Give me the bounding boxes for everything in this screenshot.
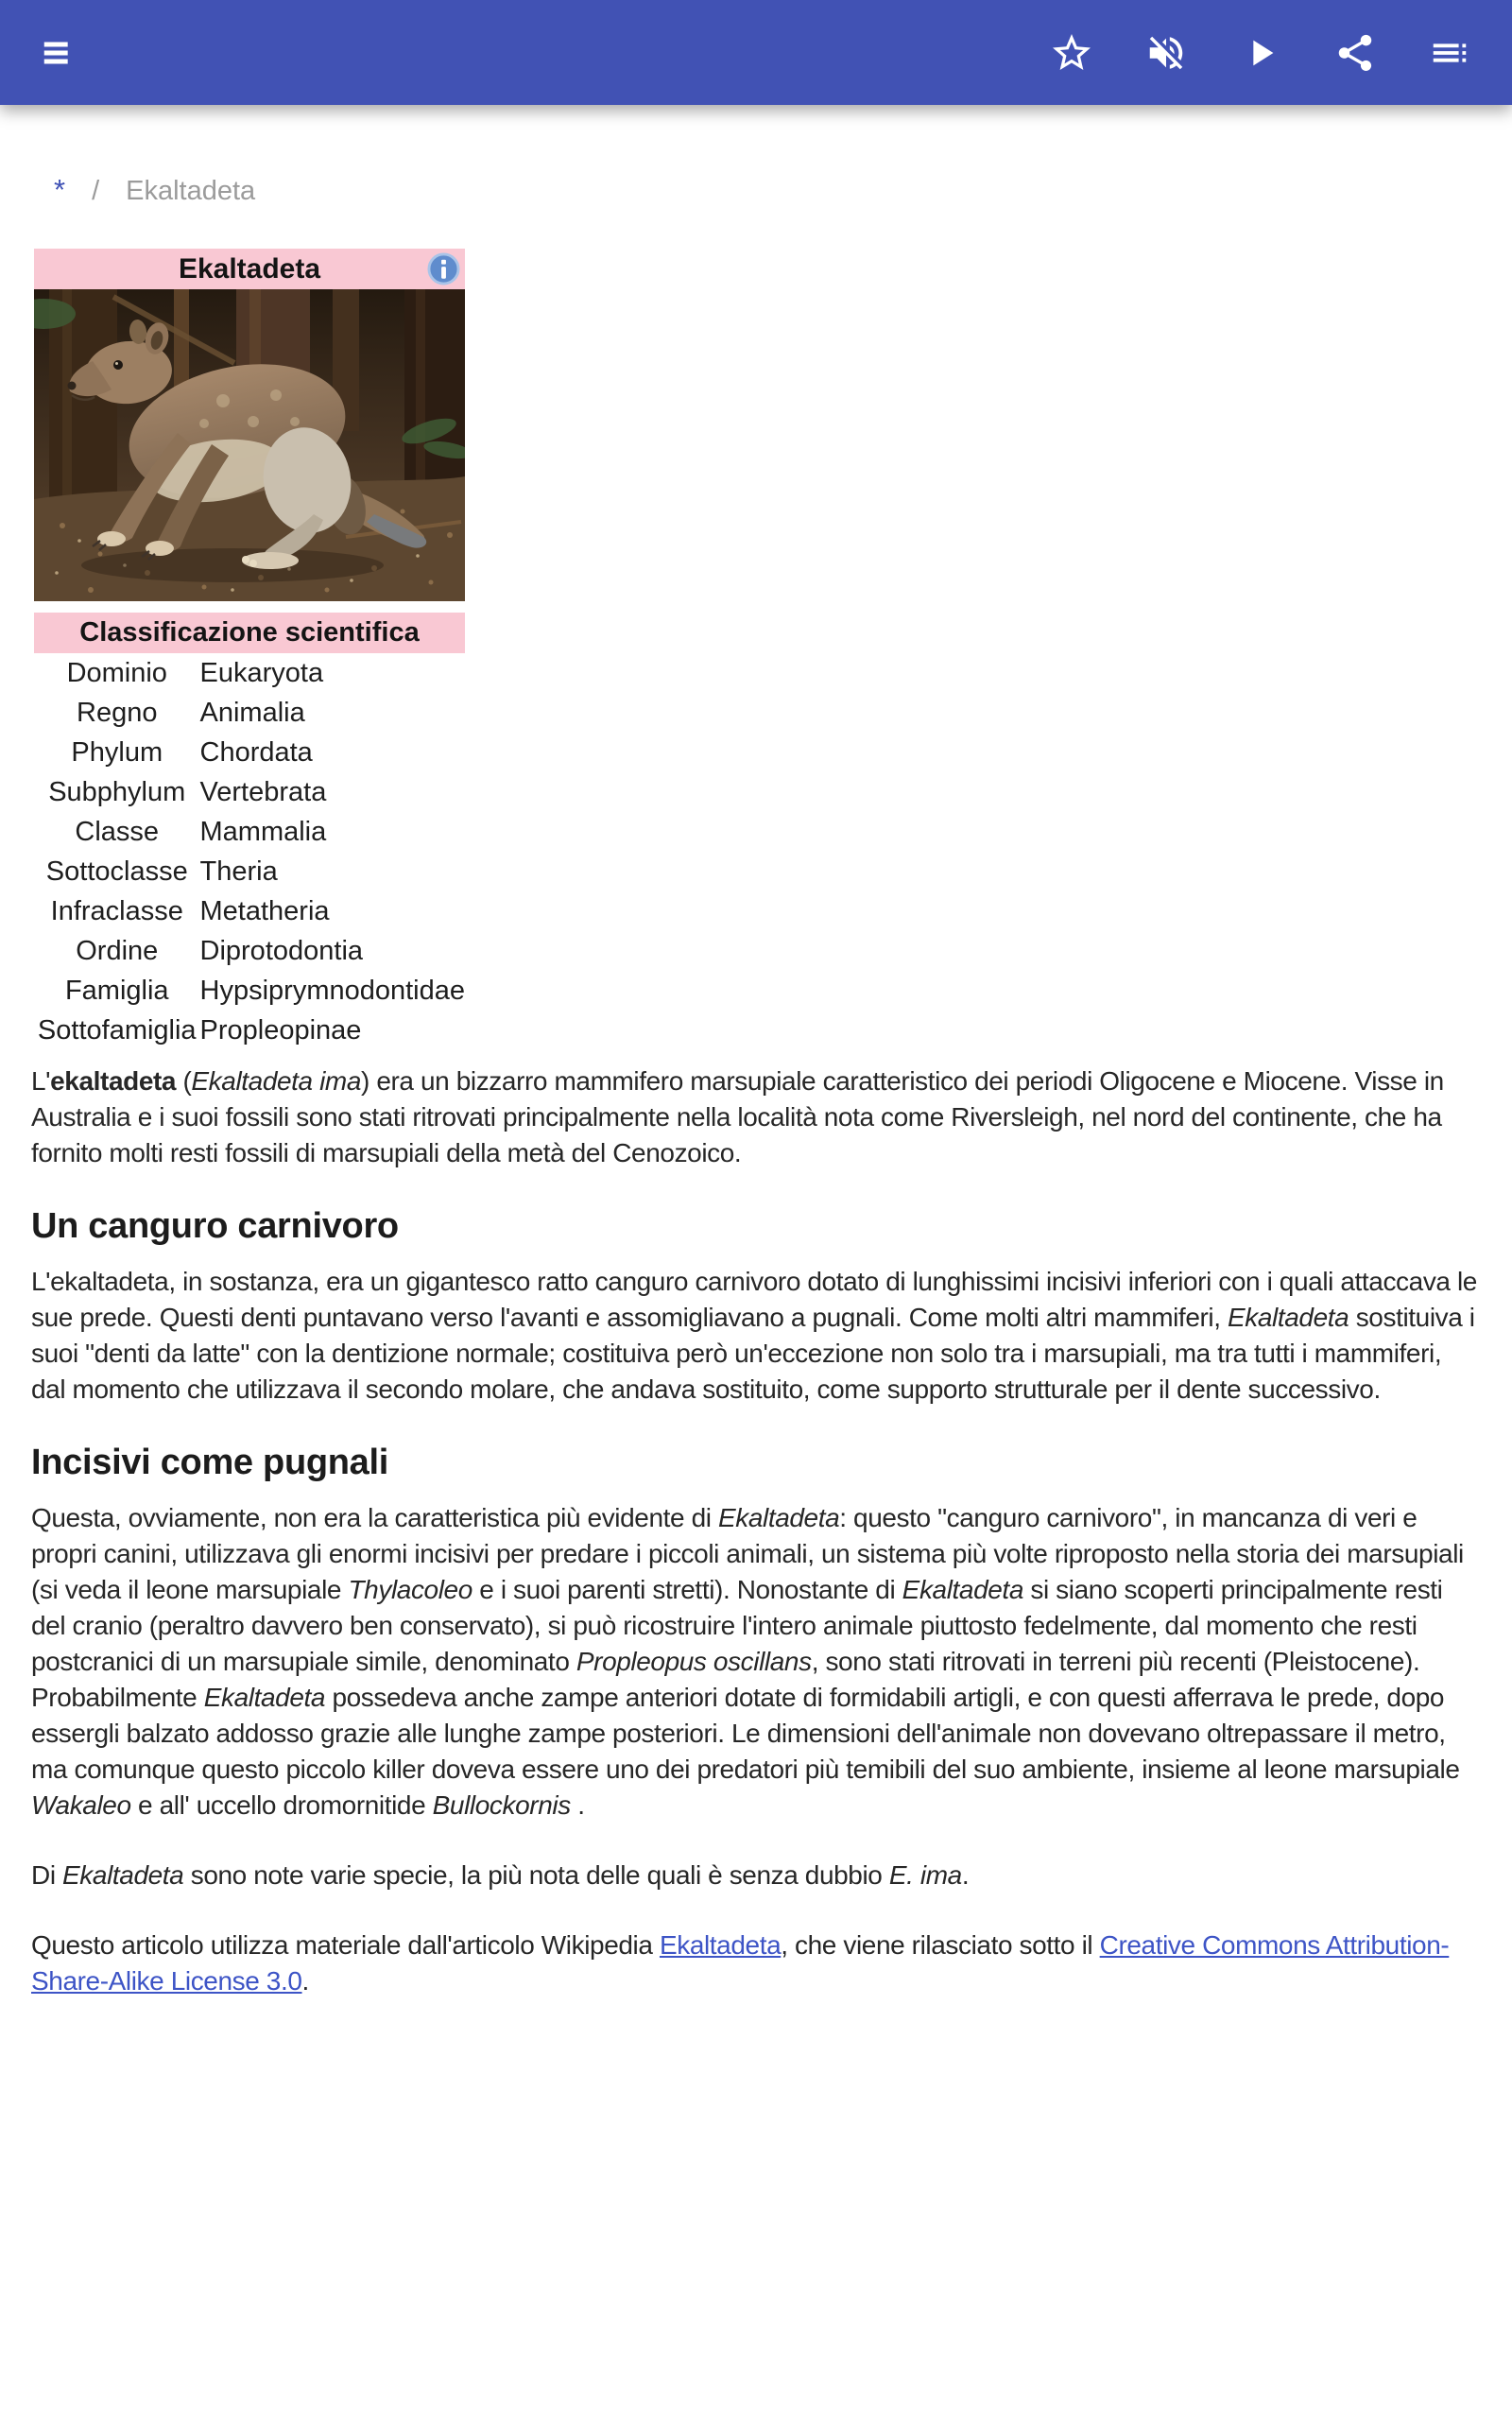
- text-segment: L'ekaltadeta, in sostanza, era un gigantesco ratto canguro carnivoro dotato di lunghissimi incisivi inferiori con i quali attaccava le sue prede. Questi denti puntavano verso l'avanti e assomigliavano a pugnali. Come molti altri mammiferi,: [31, 1267, 1477, 1332]
- inline-link[interactable]: Creative Commons Attribution-Share-Alike License 3.0: [31, 1930, 1450, 1996]
- table-row: [34, 812, 465, 852]
- table-row: [34, 931, 465, 971]
- taxon-value: Chordata: [199, 736, 313, 768]
- text-segment: , che viene rilasciato sotto il: [781, 1930, 1100, 1960]
- text-segment: Ekaltadeta: [1228, 1303, 1349, 1332]
- section-heading-canguro: Un canguro carnivoro: [31, 1206, 399, 1246]
- text-segment: , sono stati ritrovati in terreni più recenti (Pleistocene). Probabilmente: [31, 1647, 1420, 1712]
- inline-link[interactable]: Ekaltadeta: [659, 1930, 782, 1960]
- toolbar-actions: [1045, 26, 1476, 79]
- license-note: [31, 1927, 1481, 1999]
- taxon-value: Hypsiprymnodontidae: [199, 975, 465, 1006]
- text-segment: Ekaltadeta: [62, 1860, 184, 1890]
- text-segment: : questo "canguro carnivoro", in mancanza di veri e propri canini, utilizzava gli enormi incisivi per predare i piccoli animali, un sistema più volte riproposto nella storia dei marsupiali (si veda il leone marsupiale: [31, 1503, 1464, 1604]
- text-segment: L': [31, 1066, 51, 1096]
- taxobox: [34, 249, 465, 1050]
- star-icon[interactable]: [1045, 26, 1098, 79]
- taxon-value: Propleopinae: [199, 1014, 362, 1046]
- infobox-gap: [34, 601, 465, 613]
- text-segment: e i suoi parenti stretti). Nonostante di: [472, 1575, 902, 1604]
- text-segment: Ekaltadeta: [717, 1503, 840, 1532]
- app-toolbar: [0, 0, 1512, 105]
- taxon-rank: Classe: [75, 816, 160, 847]
- taxon-rank: Sottoclasse: [45, 856, 188, 887]
- taxon-value: Theria: [199, 856, 278, 887]
- species-note-paragraph: [31, 1858, 1481, 1893]
- text-segment: Ekaltadeta: [203, 1683, 326, 1712]
- taxon-rank: Sottofamiglia: [37, 1014, 197, 1046]
- text-segment: .: [961, 1860, 970, 1890]
- text-segment: Ekaltadeta ima: [191, 1066, 362, 1096]
- table-row: [34, 733, 465, 772]
- text-segment: .: [570, 1790, 585, 1820]
- text-segment: possedeva anche zampe anteriori dotate di formidabili artigli, e con questi afferrava le prede, dopo essergli balzato addosso grazie alle lunghe zampe posteriori. Le dimensioni dell'animale non dovevano oltrepassare il metro, ma comunque questo piccolo killer doveva essere uno dei predatori più temibili del suo ambiente, insieme al leone marsupiale: [31, 1683, 1460, 1784]
- text-segment: Wakaleo: [31, 1790, 131, 1820]
- breadcrumb-separator: /: [92, 176, 100, 206]
- breadcrumb: [0, 105, 1512, 207]
- taxon-value: Eukaryota: [199, 657, 324, 688]
- table-row: [34, 693, 465, 733]
- classification-header: Classificazione scientifica: [79, 617, 420, 648]
- taxon-value: Animalia: [199, 697, 305, 728]
- taxon-value: Metatheria: [199, 895, 330, 926]
- section2-paragraph: [31, 1500, 1481, 1824]
- text-segment: ) era un bizzarro mammifero marsupiale caratteristico dei periodi Oligocene e Miocene. Visse in Australia e i suoi fossili sono stati ritrovati principalmente nella località nota come Riversleigh, nel nord del continente, che ha fornito molti resti fossili di marsupiali della metà del Cenozoico.: [31, 1066, 1444, 1167]
- text-segment: (: [176, 1066, 192, 1096]
- taxobox-title: Ekaltadeta: [178, 252, 321, 285]
- taxon-rank: Infraclasse: [50, 895, 183, 926]
- table-row: [34, 891, 465, 931]
- section1-paragraph: [31, 1264, 1481, 1408]
- classification-header-bar: [34, 613, 465, 653]
- text-segment: Thylacoleo: [348, 1575, 472, 1604]
- section-heading-incisivi: Incisivi come pugnali: [31, 1443, 389, 1482]
- breadcrumb-home[interactable]: *: [54, 173, 66, 206]
- text-segment: e all' uccello dromornitide: [130, 1790, 433, 1820]
- ekaltadeta-illustration[interactable]: [34, 289, 465, 601]
- text-segment: Questo articolo utilizza materiale dall'articolo Wikipedia: [31, 1930, 660, 1960]
- table-row: [34, 772, 465, 812]
- volume-off-icon[interactable]: [1140, 26, 1193, 79]
- taxonomy-table: [34, 653, 465, 1050]
- text-segment: Propleopus oscillans: [576, 1647, 812, 1676]
- article-body: [0, 1063, 1512, 1999]
- text-segment: Di: [31, 1860, 63, 1890]
- taxon-rank: Ordine: [76, 935, 159, 966]
- taxon-value: Vertebrata: [199, 776, 327, 807]
- text-segment: si siano scoperti principalmente resti del cranio (peraltro davvero ben conservato), si può ricostruire l'intero animale piuttosto fedelmente, dal momento che resti postcranici di un marsupiale simile, denominato: [31, 1575, 1443, 1676]
- table-row: [34, 653, 465, 693]
- info-icon[interactable]: [427, 252, 460, 285]
- taxon-value: Diprotodontia: [199, 935, 364, 966]
- play-icon[interactable]: [1234, 26, 1287, 79]
- taxobox-title-bar: [34, 249, 465, 289]
- text-segment: Bullockornis: [432, 1790, 571, 1820]
- menu-icon[interactable]: [34, 26, 87, 79]
- text-segment: Questa, ovviamente, non era la caratteristica più evidente di: [31, 1503, 718, 1532]
- text-segment: sono note varie specie, la più nota delle quali è senza dubbio: [183, 1860, 889, 1890]
- taxon-rank: Subphylum: [48, 776, 186, 807]
- taxon-rank: Famiglia: [64, 975, 169, 1006]
- text-segment: Ekaltadeta: [902, 1575, 1023, 1604]
- toc-icon[interactable]: [1423, 26, 1476, 79]
- text-segment: E. ima: [888, 1860, 962, 1890]
- taxon-rank: Dominio: [66, 657, 167, 688]
- taxon-value: Mammalia: [199, 816, 327, 847]
- text-segment: ekaltadeta: [50, 1066, 177, 1096]
- taxon-rank: Phylum: [71, 736, 163, 768]
- table-row: [34, 1011, 465, 1050]
- table-row: [34, 971, 465, 1011]
- intro-paragraph: [31, 1063, 1481, 1171]
- taxon-rank: Regno: [77, 697, 158, 728]
- share-icon[interactable]: [1329, 26, 1382, 79]
- table-row: [34, 852, 465, 891]
- breadcrumb-current: Ekaltadeta: [126, 176, 256, 206]
- text-segment: .: [301, 1966, 309, 1996]
- text-segment: sostituiva i suoi "denti da latte" con la dentizione normale; costituiva però un'eccezione non solo tra i marsupiali, ma tra tutti i mammiferi, dal momento che utilizzava il secondo molare, che andava sostituito, come supporto strutturale per il dente successivo.: [31, 1303, 1475, 1404]
